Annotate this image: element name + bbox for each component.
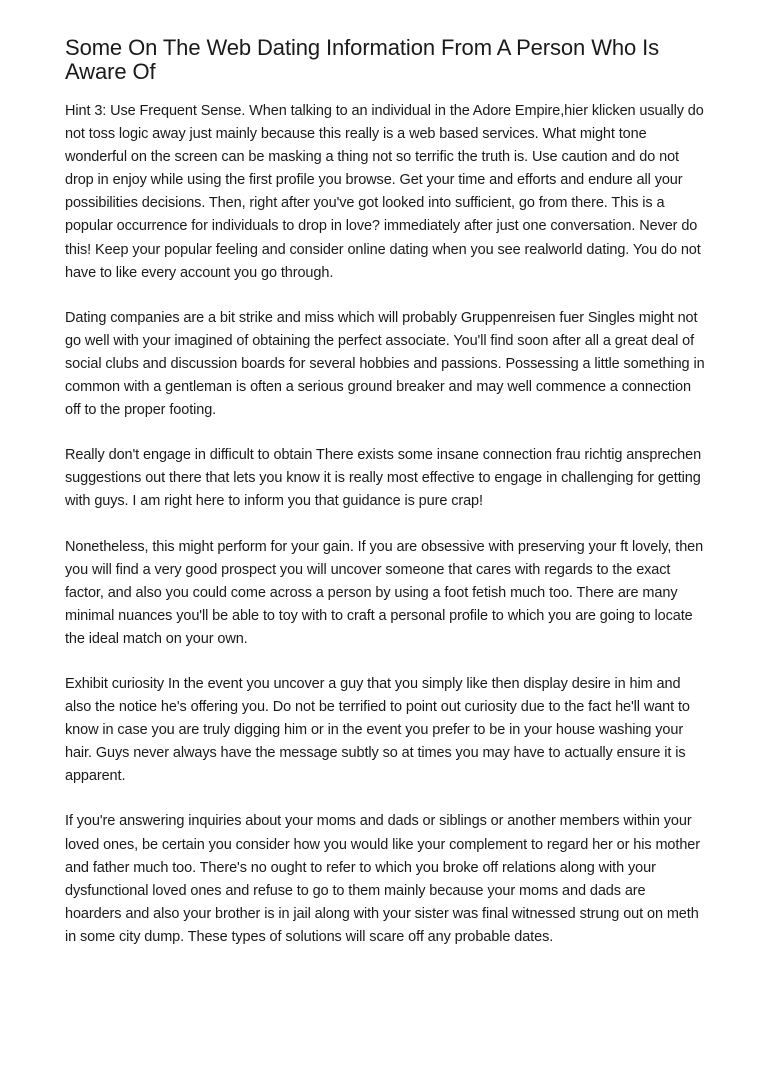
paragraph-2: Dating companies are a bit strike and miss which will probably Gruppenreisen fuer Singles might not go well with your imagined of obtaining the perfect associate. You'll find soon after all a great deal of social clubs and discussion boards for several hobbies and passions. Possessing a little something in common with a gentleman is often a serious ground breaker and may well commence a connection off to the proper footing. bbox=[65, 309, 705, 419]
paragraph-3: Really don't engage in difficult to obtain There exists some insane connection frau richtig ansprechen suggestions out there that lets you know it is really most effective to engage in challenging for getting with guys. I am right here to inform you that guidance is pure crap! bbox=[65, 447, 702, 510]
paragraph-1: Hint 3: Use Frequent Sense. When talking to an individual in the Adore Empire,hier klicken usually do not toss logic away just mainly because this really is a web based services. What might tone wonderful on the screen can be masking a thing not so terrific the truth is. Use caution and do not drop in enjoy while using the first profile you browse. Get your time and efforts and endure all your possibilities decisions. Then, right after you've got looked into sufficient, go from there. This is a popular occurrence for individuals to drop in love? immediately after just one conversation. Never do this! Keep your popular feeling and consider online dating when you see realworld dating. You do not have to like every account you go through. bbox=[65, 103, 704, 281]
paragraph-6: If you're answering inquiries about your moms and dads or siblings or another members within your loved ones, be certain you consider how you would like your complement to regard her or his mother and father much too. There's no ought to refer to which you broke off relations along with your dysfunctional loved ones and refuse to go to them mainly because your moms and dads are hoarders and also your brother is in jail along with your sister was final witnessed strung out on meth in some city dump. These types of solutions will scare off any probable dates. bbox=[65, 813, 700, 945]
document-page bbox=[65, 36, 705, 971]
paragraph-4: Nonetheless, this might perform for your gain. If you are obsessive with preserving your ft lovely, then you will find a very good prospect you will uncover someone that cares with regards to the exact factor, and also you could come across a person by using a foot fetish much too. There are many minimal nuances you'll be able to toy with to craft a personal profile to which you are going to locate the ideal match on your own. bbox=[65, 538, 704, 647]
page-title: Some On The Web Dating Information From A Person Who Is Aware Of bbox=[65, 35, 660, 84]
paragraph-5: Exhibit curiosity In the event you uncover a guy that you simply like then display desire in him and also the notice he's offering you. Do not be terrified to point out curiosity due to the fact he'll want to know in case you are truly digging him or in the event you prefer to be in your house washing your hair. Guys never always have the message subtly so at times you may have to actually ensure it is apparent. bbox=[65, 675, 690, 785]
